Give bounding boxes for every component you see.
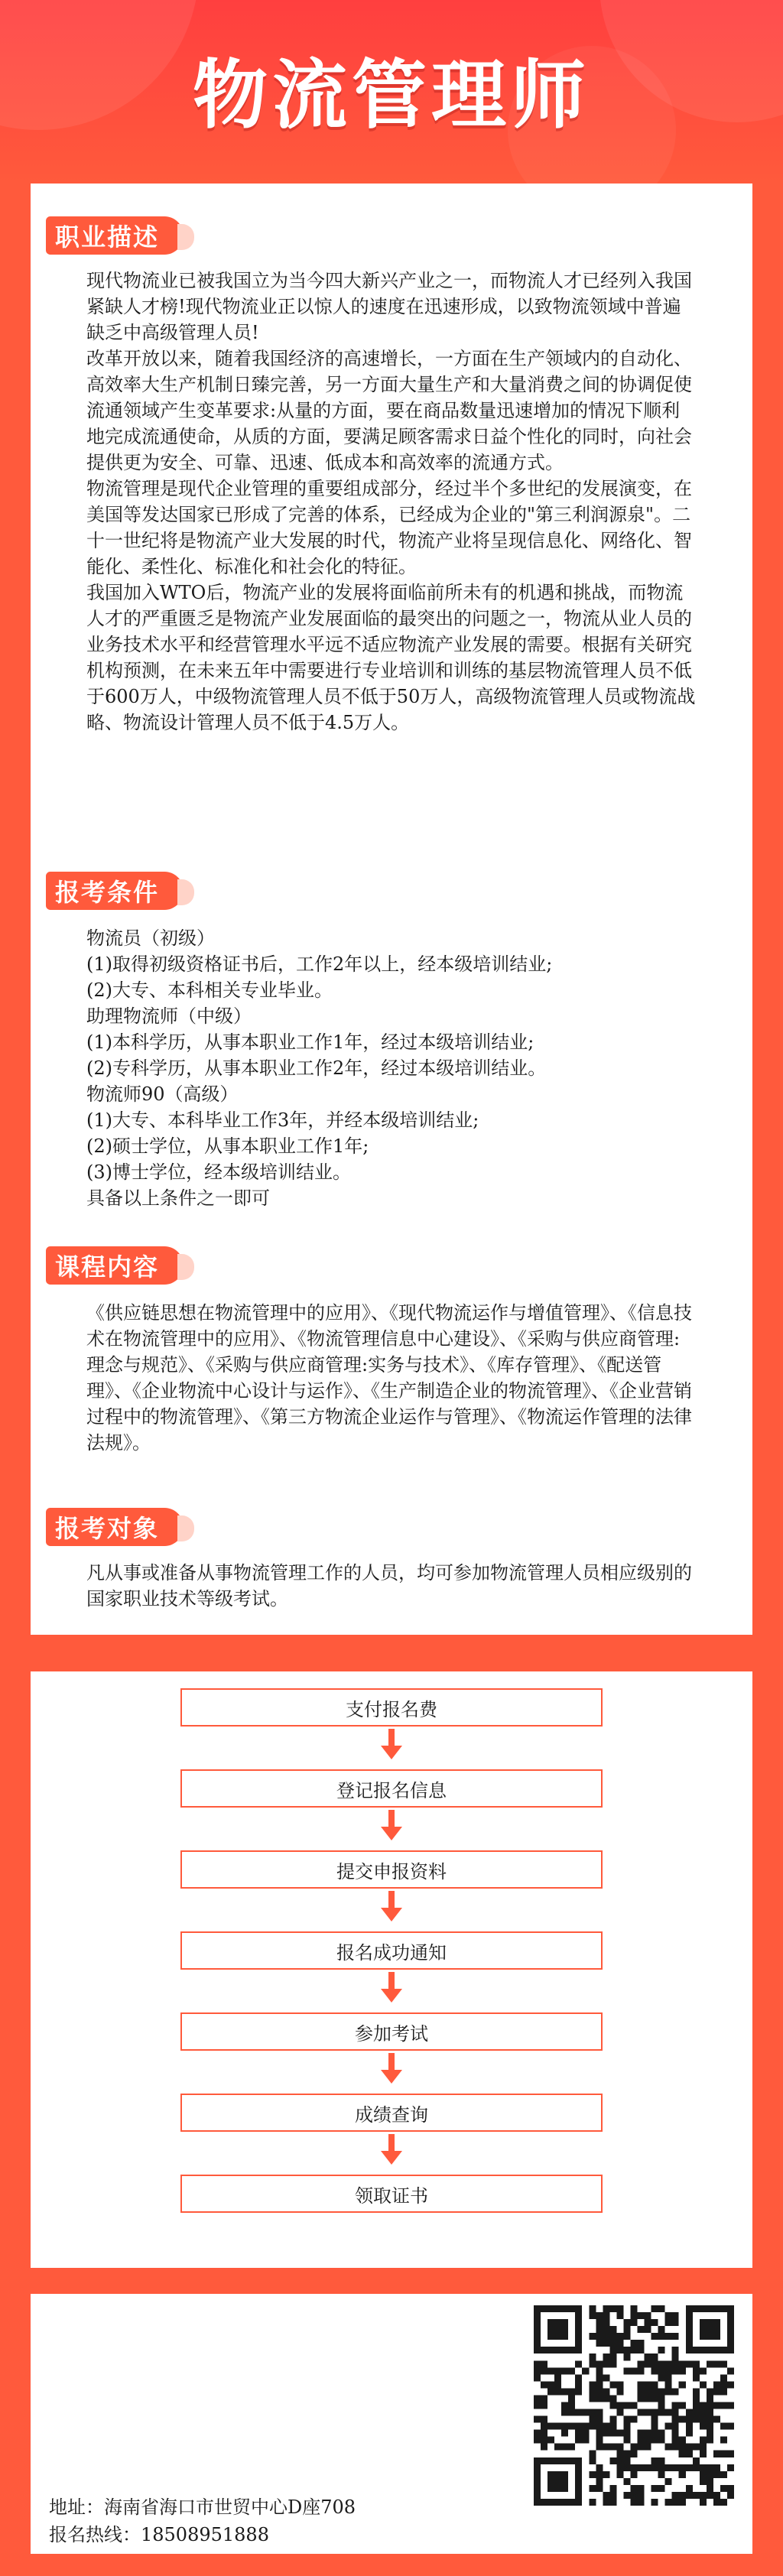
header-banner <box>0 0 783 184</box>
section-tag-job-desc <box>46 216 159 255</box>
requirements-list <box>86 925 698 1211</box>
page-title: 物流管理师 <box>192 52 590 139</box>
down-arrow-icon <box>381 2134 402 2166</box>
section-tag-audience <box>46 1508 159 1546</box>
down-arrow-icon <box>381 2053 402 2085</box>
down-arrow-icon <box>381 1729 402 1761</box>
list-item: 物流员（初级） <box>86 927 215 949</box>
list-item: (2)硕士学位，从事本职业工作1年; <box>86 1135 369 1157</box>
section-tag-requirements <box>46 872 159 910</box>
flow-step: 成绩查询 <box>180 2094 603 2132</box>
paragraph: 现代物流业已被我国立为当今四大新兴产业之一，而物流人才已经列入我国紧缺人才榜!现代物流业正以惊人的速度在迅速形成，以致物流领域中普遍缺乏中高级管理人员! <box>86 270 692 343</box>
flow-step: 参加考试 <box>180 2012 603 2051</box>
qr-code-icon <box>534 2305 734 2506</box>
audience-text <box>86 1560 698 1612</box>
paragraph: 改革开放以来，随着我国经济的高速增长，一方面在生产领域内的自动化、高效率大生产机制日臻完善，另一方面大量生产和大量消费之间的协调促使流通领域产生变革要求:从量的方面，要在商品数量迅速增加的情况下顺利地完成流通使命，从质的方面，要满足顾客需求日益个性化的同时，向社会提供更为安全、可靠、迅速、低成本和高效率的流通方式。 <box>86 348 692 473</box>
list-item: (2)专科学历，从事本职业工作2年，经过本级培训结业。 <box>86 1057 547 1079</box>
hotline-text: 报名热线：18508951888 <box>49 2524 269 2545</box>
courses-text <box>86 1300 698 1456</box>
flow-step: 支付报名费 <box>180 1688 603 1727</box>
down-arrow-icon <box>381 1972 402 2004</box>
flow-step: 登记报名信息 <box>180 1769 603 1808</box>
section-label: 职业描述 <box>55 223 160 252</box>
list-item: (1)取得初级资格证书后，工作2年以上，经本级培训结业; <box>86 953 553 975</box>
section-label: 报考对象 <box>55 1514 160 1543</box>
paragraph: 我国加入WTO后，物流产业的发展将面临前所未有的机遇和挑战，而物流人才的严重匮乏是物流产业发展面临的最突出的问题之一，物流从业人员的业务技术水平和经营管理水平远不适应物流产业发展的需要。根据有关研究机构预测，在未来五年中需要进行专业培训和训练的基层物流管理人员不低于600万人，中级物流管理人员不低于50万人，高级物流管理人员或物流战略、物流设计管理人员不低于4.5万人。 <box>86 582 696 733</box>
paragraph: 物流管理是现代企业管理的重要组成部分，经过半个多世纪的发展演变，在美国等发达国家已形成了完善的体系，已经成为企业的"第三利润源泉"。二十一世纪将是物流产业大发展的时代，物流产业将呈现信息化、网络化、智能化、柔性化、标准化和社会化的特征。 <box>86 478 692 577</box>
list-item: (1)本科学历，从事本职业工作1年，经过本级培训结业; <box>86 1031 534 1053</box>
down-arrow-icon <box>381 1810 402 1842</box>
down-arrow-icon <box>381 1891 402 1923</box>
list-item: (3)博士学位，经本级培训结业。 <box>86 1161 351 1183</box>
section-label: 课程内容 <box>55 1252 160 1282</box>
section-tag-courses <box>46 1246 159 1285</box>
section-label: 报考条件 <box>55 878 160 907</box>
paragraph: 《供应链思想在物流管理中的应用》、《现代物流运作与增值管理》、《信息技术在物流管理中的应用》、《物流管理信息中心建设》、《采购与供应商管理:理念与规范》、《采购与供应商管理:实务与技术》、《库存管理》、《配送管理》、《企业物流中心设计与运作》、《生产制造企业的物流管理》、《企业营销过程中的物流管理》、《第三方物流企业运作与管理》、《物流运作管理的法律法规》。 <box>86 1302 692 1454</box>
address-text: 地址：海南省海口市世贸中心D座708 <box>49 2496 356 2518</box>
list-item: 助理物流师（中级） <box>86 1005 252 1027</box>
list-item: 物流师90（高级） <box>86 1083 239 1105</box>
list-item: 具备以上条件之一即可 <box>86 1187 270 1209</box>
list-item: (1)大专、本科毕业工作3年，并经本级培训结业; <box>86 1109 479 1131</box>
flow-step: 报名成功通知 <box>180 1931 603 1970</box>
paragraph: 凡从事或准备从事物流管理工作的人员，均可参加物流管理人员相应级别的国家职业技术等级考试。 <box>86 1562 692 1610</box>
flow-step: 提交申报资料 <box>180 1850 603 1889</box>
flow-step: 领取证书 <box>180 2175 603 2213</box>
list-item: (2)大专、本科相关专业毕业。 <box>86 979 333 1001</box>
job-desc-text <box>86 268 698 736</box>
